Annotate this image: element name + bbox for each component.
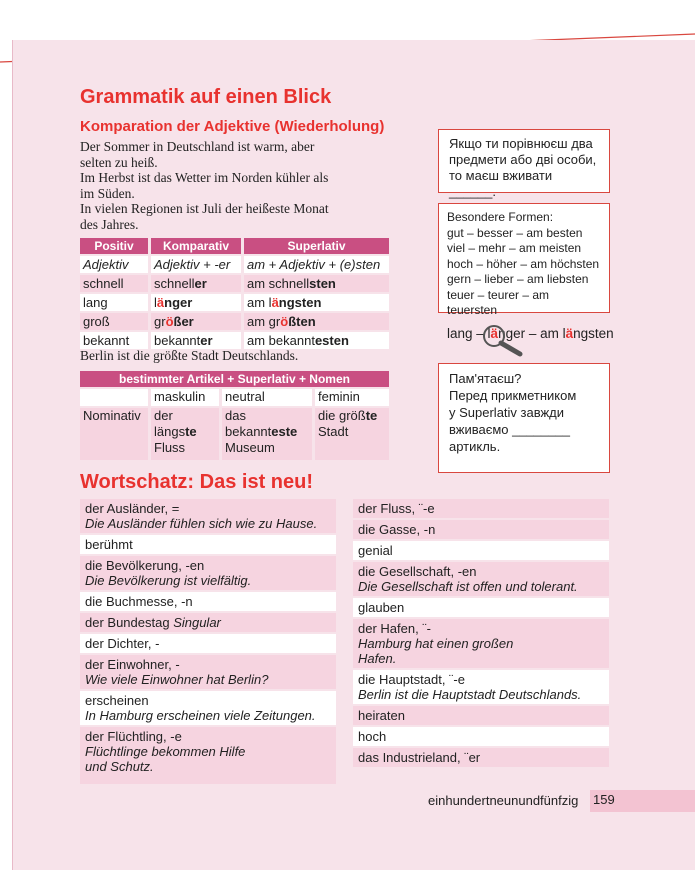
word: die Gesellschaft, -en bbox=[358, 564, 477, 579]
word: heiraten bbox=[358, 708, 405, 723]
example: und Schutz. bbox=[85, 759, 154, 774]
table-row bbox=[80, 332, 389, 349]
table-row bbox=[80, 408, 389, 460]
umlaut: ä bbox=[271, 295, 279, 310]
stem: l bbox=[154, 295, 157, 310]
umlaut: ä bbox=[565, 326, 574, 341]
word: der Ausländer, = bbox=[85, 501, 180, 516]
intro-line: des Jahres. bbox=[80, 216, 139, 232]
cell bbox=[151, 294, 241, 311]
form-line: viel – mehr – am meisten bbox=[447, 241, 582, 255]
intro-line: Im Herbst ist das Wetter im Norden kühler als bbox=[80, 170, 329, 185]
example: Die Bevölkerung ist vielfältig. bbox=[85, 573, 252, 588]
superlative bbox=[154, 424, 216, 440]
cell: Adjektiv + -er bbox=[151, 256, 241, 273]
word: hoch bbox=[358, 729, 387, 744]
example: Hafen. bbox=[358, 651, 397, 666]
cell: lang bbox=[80, 294, 148, 311]
cell: groß bbox=[80, 313, 148, 330]
reminder-line: у Superlativ завжди bbox=[449, 405, 565, 420]
reminder-line: вживаємо ________ bbox=[449, 422, 570, 437]
intro-line: selten zu heiß. bbox=[80, 154, 158, 170]
word-text: der Bundestag bbox=[85, 615, 174, 630]
umlaut: ä bbox=[490, 326, 499, 341]
example: Flüchtlinge bekommen Hilfe bbox=[85, 744, 246, 759]
vocab-entry bbox=[80, 592, 336, 611]
cell bbox=[151, 408, 219, 460]
vocab-entry bbox=[353, 499, 609, 518]
hint-line: предмети або дві особи, bbox=[449, 152, 597, 167]
cell bbox=[151, 332, 241, 349]
vocab-entry bbox=[80, 634, 336, 653]
vocab-entry bbox=[80, 655, 336, 689]
umlaut: ö bbox=[165, 314, 174, 329]
umlaut: ä bbox=[156, 295, 165, 310]
vocab-entry bbox=[80, 499, 336, 533]
table-row bbox=[80, 389, 389, 406]
table-row bbox=[80, 256, 389, 273]
text: lang – l bbox=[447, 326, 491, 341]
form-line: gern – lieber – am liebsten bbox=[447, 272, 589, 286]
table-header-row bbox=[80, 371, 389, 387]
vocab-entry bbox=[353, 748, 609, 767]
vocab-column-right bbox=[353, 499, 609, 769]
word: der Fluss, ¨-e bbox=[358, 501, 435, 516]
magnifier-icon bbox=[480, 322, 536, 360]
vocab-column-left bbox=[80, 499, 336, 786]
table-header-row bbox=[80, 238, 389, 254]
example: Die Ausländer fühlen sich wie zu Hause. bbox=[85, 516, 318, 531]
reminder-line: артикль. bbox=[449, 439, 501, 454]
word-note: Singular bbox=[173, 615, 221, 630]
reminder-box bbox=[438, 363, 610, 473]
form-line: gut – besser – am besten bbox=[447, 225, 583, 240]
word: erscheinen bbox=[85, 693, 149, 708]
vocab-entry bbox=[80, 556, 336, 590]
vocab-entry bbox=[80, 613, 336, 632]
stem: längs bbox=[154, 424, 186, 439]
ending: nger bbox=[164, 295, 193, 310]
text: nger – am l bbox=[498, 326, 566, 341]
vocab-entry bbox=[80, 535, 336, 554]
ending: ngsten bbox=[278, 295, 322, 310]
example: Berlin ist die Hauptstadt Deutschlands. bbox=[358, 687, 582, 702]
cell bbox=[222, 408, 312, 460]
cell: Nominativ bbox=[80, 408, 148, 460]
cell bbox=[80, 389, 148, 406]
box-title: Besondere Formen: bbox=[447, 210, 554, 224]
vocab-entry bbox=[353, 619, 609, 668]
cell bbox=[244, 313, 389, 330]
reminder-line: Перед прикметником bbox=[449, 388, 577, 403]
intro-text bbox=[80, 139, 329, 232]
word: die Hauptstadt, ¨-e bbox=[358, 672, 465, 687]
ending: ßer bbox=[173, 314, 194, 329]
noun: Museum bbox=[225, 440, 275, 455]
word: der Einwohner, - bbox=[85, 657, 180, 672]
form-line: teuer – teurer – am teuersten bbox=[447, 287, 550, 317]
noun: Fluss bbox=[154, 440, 186, 455]
vocab-entry bbox=[353, 706, 609, 725]
word: die Bevölkerung, -en bbox=[85, 558, 205, 573]
cell: neutral bbox=[222, 389, 312, 406]
noun: Stadt bbox=[318, 424, 349, 439]
ending: ßten bbox=[288, 314, 316, 329]
article: der bbox=[154, 408, 173, 423]
header-superlativ: Superlativ bbox=[244, 238, 389, 254]
page-number: 159 bbox=[593, 792, 615, 807]
vocab-entry bbox=[80, 691, 336, 725]
cell: am + Adjektiv + (e)sten bbox=[244, 256, 389, 273]
stem: am gr bbox=[247, 314, 281, 329]
word bbox=[85, 615, 331, 630]
table-row bbox=[80, 275, 389, 292]
superlative bbox=[318, 408, 386, 424]
intro-line: Der Sommer in Deutschland ist warm, aber bbox=[80, 139, 315, 154]
cell: feminin bbox=[315, 389, 389, 406]
word: der Flüchtling, -e bbox=[85, 729, 182, 744]
hint-line: то маєш вживати ______. bbox=[449, 168, 553, 199]
stem: am bekannt bbox=[247, 333, 315, 348]
word: der Hafen, ¨- bbox=[358, 621, 431, 636]
ending: sten bbox=[309, 276, 336, 291]
cell: schnell bbox=[80, 275, 148, 292]
word: glauben bbox=[358, 600, 405, 615]
word: der Dichter, - bbox=[85, 636, 160, 651]
ending: te bbox=[365, 408, 378, 423]
table-row bbox=[80, 294, 389, 311]
page-title: Grammatik auf einen Blick bbox=[80, 86, 332, 108]
text: ngsten bbox=[573, 326, 614, 341]
stem: am schnell bbox=[247, 276, 310, 291]
ending: te bbox=[185, 424, 197, 439]
cell bbox=[244, 294, 389, 311]
example: Hamburg hat einen großen bbox=[358, 636, 514, 651]
cell: bekannt bbox=[80, 332, 148, 349]
cell: Adjektiv bbox=[80, 256, 148, 273]
section-subtitle: Komparation der Adjektive (Wiederholung) bbox=[80, 118, 385, 135]
cell: maskulin bbox=[151, 389, 219, 406]
stem: bekannt bbox=[225, 424, 272, 439]
vocab-entry bbox=[353, 727, 609, 746]
hint-box-compare bbox=[438, 129, 610, 199]
cell bbox=[151, 313, 241, 330]
vocab-entry bbox=[353, 670, 609, 704]
vocab-entry bbox=[353, 562, 609, 596]
vocab-entry bbox=[353, 541, 609, 560]
ending: er bbox=[200, 333, 213, 348]
article-table-header: bestimmter Artikel + Superlativ + Nomen bbox=[80, 371, 389, 387]
word: das Industrieland, ¨er bbox=[358, 750, 481, 765]
word: berühmt bbox=[85, 537, 133, 552]
word: die Gasse, -n bbox=[358, 522, 436, 537]
stem: schnell bbox=[154, 276, 195, 291]
example-sentence: Berlin ist die größte Stadt Deutschlands. bbox=[80, 348, 299, 363]
comparison-table bbox=[77, 236, 392, 351]
reminder-line: Пам'ятаєш? bbox=[449, 371, 522, 386]
intro-line: In vielen Regionen ist Juli der heißeste Monat bbox=[80, 201, 329, 216]
example: Die Gesellschaft ist offen und tolerant. bbox=[358, 579, 578, 594]
example: Wie viele Einwohner hat Berlin? bbox=[85, 672, 269, 687]
table-row bbox=[80, 313, 389, 330]
hint-line: Якщо ти порівнюєш два bbox=[449, 136, 593, 151]
word: die Buchmesse, -n bbox=[85, 594, 193, 609]
vocab-entry bbox=[353, 520, 609, 539]
ending: er bbox=[194, 276, 207, 291]
word: genial bbox=[358, 543, 393, 558]
cell bbox=[244, 275, 389, 292]
article: das bbox=[225, 408, 246, 423]
intro-line: im Süden. bbox=[80, 185, 135, 201]
stem: gr bbox=[154, 314, 166, 329]
stem: am l bbox=[247, 295, 272, 310]
article-table bbox=[77, 369, 392, 462]
umlaut: ö bbox=[280, 314, 289, 329]
cell bbox=[244, 332, 389, 349]
vocab-title: Wortschatz: Das ist neu! bbox=[80, 471, 313, 493]
page-number-words: einhundertneunundfünfzig bbox=[428, 793, 579, 808]
cell bbox=[151, 275, 241, 292]
vocab-entry bbox=[353, 598, 609, 617]
stem: die größ bbox=[318, 408, 366, 423]
header-positiv: Positiv bbox=[80, 238, 148, 254]
vocab-entry bbox=[80, 727, 336, 784]
superlative bbox=[225, 424, 309, 440]
special-forms-box bbox=[438, 203, 610, 317]
example: In Hamburg erscheinen viele Zeitungen. bbox=[85, 708, 316, 723]
stem: bekannt bbox=[154, 333, 201, 348]
cell bbox=[315, 408, 389, 460]
form-line: hoch – höher – am höchsten bbox=[447, 256, 600, 271]
header-komparativ: Komparativ bbox=[151, 238, 241, 254]
ending: esten bbox=[314, 333, 349, 348]
ending: este bbox=[271, 424, 298, 439]
